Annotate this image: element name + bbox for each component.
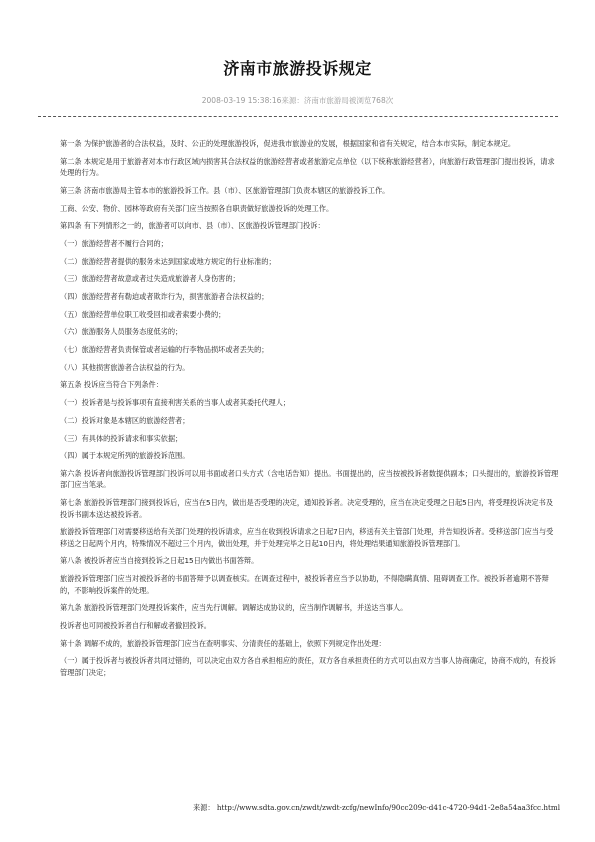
source-label: 来源： xyxy=(192,803,215,812)
list-item: （四）属于本规定所列的旅游投诉范围。 xyxy=(60,451,190,461)
list-item: （一）属于投诉者与被投诉者共同过错的，可以决定由双方各自承担相应的责任，双方各自承担责任的方式可以由双方当事人协商确定，协商不成的，有投诉管理部门决定； xyxy=(60,656,556,677)
source-line xyxy=(0,803,560,813)
paragraph: 第三条 济南市旅游局主管本市的旅游投诉工作。县（市）、区旅游管理部门负责本辖区的旅游投诉工作。 xyxy=(60,185,390,195)
paragraph: 第二条 本规定是用于旅游者对本市行政区域内损害其合法权益的旅游经营者或者旅游定点单位（以下统称旅游经营者），向旅游行政管理部门提出投诉，请求处理的行为。 xyxy=(60,156,555,178)
list-item: （八）其他损害旅游者合法权益的行为。 xyxy=(60,362,190,372)
list-item: （二）投诉对象是本辖区的旅游经营者； xyxy=(60,415,190,425)
article-body xyxy=(60,138,560,685)
paragraph: 投诉者也可同被投诉者自行和解或者撤回投诉。 xyxy=(60,621,211,630)
dashed-divider xyxy=(38,116,558,117)
paragraph: 第八条 被投诉者应当自接到投诉之日起15日内做出书面答辩。 xyxy=(60,556,259,566)
list-item: （三）旅游经营者故意或者过失造成旅游者人身伤害的； xyxy=(60,274,240,284)
list-item: （一）投诉者是与投诉事项有直接利害关系的当事人或者其委托代理人； xyxy=(60,398,291,408)
list-item: （一）旅游经营者不履行合同的； xyxy=(60,238,168,248)
paragraph: 第九条 旅游投诉管理部门处理投诉案件，应当先行调解。调解达成协议的，应当制作调解书，并送达当事人。 xyxy=(60,603,408,613)
paragraph: 第一条 为保护旅游者的合法权益，及时、公正的处理旅游投诉，促进我市旅游业的发展，根据国家和省有关规定，结合本市实际，制定本规定。 xyxy=(60,139,516,148)
paragraph: 第五条 投诉应当符合下列条件： xyxy=(60,380,163,390)
list-item: （五）旅游经营单位职工收受回扣或者索要小费的； xyxy=(60,309,226,319)
list-item: （六）旅游服务人员服务态度低劣的； xyxy=(60,327,183,337)
paragraph: 第六条 投诉者向旅游投诉管理部门投诉可以用书面或者口头方式（含电话告知）提出。书面提出的，应当按被投诉者数提供副本；口头提出的，旅游投诉管理部门应当笔录。 xyxy=(60,468,559,490)
paragraph: 工商、公安、物价、园林等政府有关部门应当按照各自职责做好旅游投诉的处理工作。 xyxy=(60,203,334,213)
source-link[interactable]: http://www.sdta.gov.cn/zwdt/zwdt-zcfg/newInfo/90cc209c-d41c-4720-94d1-2e8a54aa3fcc.html xyxy=(216,803,560,812)
paragraph: 第十条 调解不成的，旅游投诉管理部门应当在查明事实、分清责任的基础上，依照下列规定作出处理： xyxy=(60,638,386,648)
page-title: 济南市旅游投诉规定 xyxy=(223,59,372,78)
list-item: （三）有具体的投诉请求和事实依据； xyxy=(60,433,183,443)
list-item: （四）旅游经营者有勒迫或者欺诈行为，损害旅游者合法权益的； xyxy=(60,292,269,301)
list-item: （七）旅游经营者负责保管或者运输的行李物品损坏或者丢失的； xyxy=(60,345,269,355)
paragraph: 第七条 旅游投诉管理部门接到投诉后，应当在5日内，做出是否受理的决定，通知投诉者。决定受理的，应当在决定受理之日起5日内，将受理投诉决定书及投诉书副本送达被投诉者。 xyxy=(60,498,554,519)
list-item: （二）旅游经营者提供的服务未达到国家或地方规定的行业标准的； xyxy=(60,256,276,266)
paragraph: 旅游投诉管理部门应当对被投诉者的书面答辩予以调查核实。在调查过程中，被投诉者应当予以协助，不得隐瞒真情、阻碍调查工作。被投诉者逾期不答辩的，不影响投诉案件的处理。 xyxy=(60,574,549,595)
paragraph: 第四条 有下列情形之一的，旅游者可以向市、县（市）、区旅游投诉管理部门投诉： xyxy=(60,221,325,231)
paragraph: 旅游投诉管理部门对需要移送给有关部门处理的投诉请求，应当在收到投诉请求之日起7日内，移送有关主管部门处理，并告知投诉者。受移送部门应当与受移送之日起两个月内，特殊情况不超过三个月内，做出处理，并于处理完毕之日起10日内，将处理结果通知旅游投诉管理部门。 xyxy=(60,527,554,548)
article-meta: 2008-03-19 15:38:16来源：济南市旅游局被浏览768次 xyxy=(201,96,394,105)
